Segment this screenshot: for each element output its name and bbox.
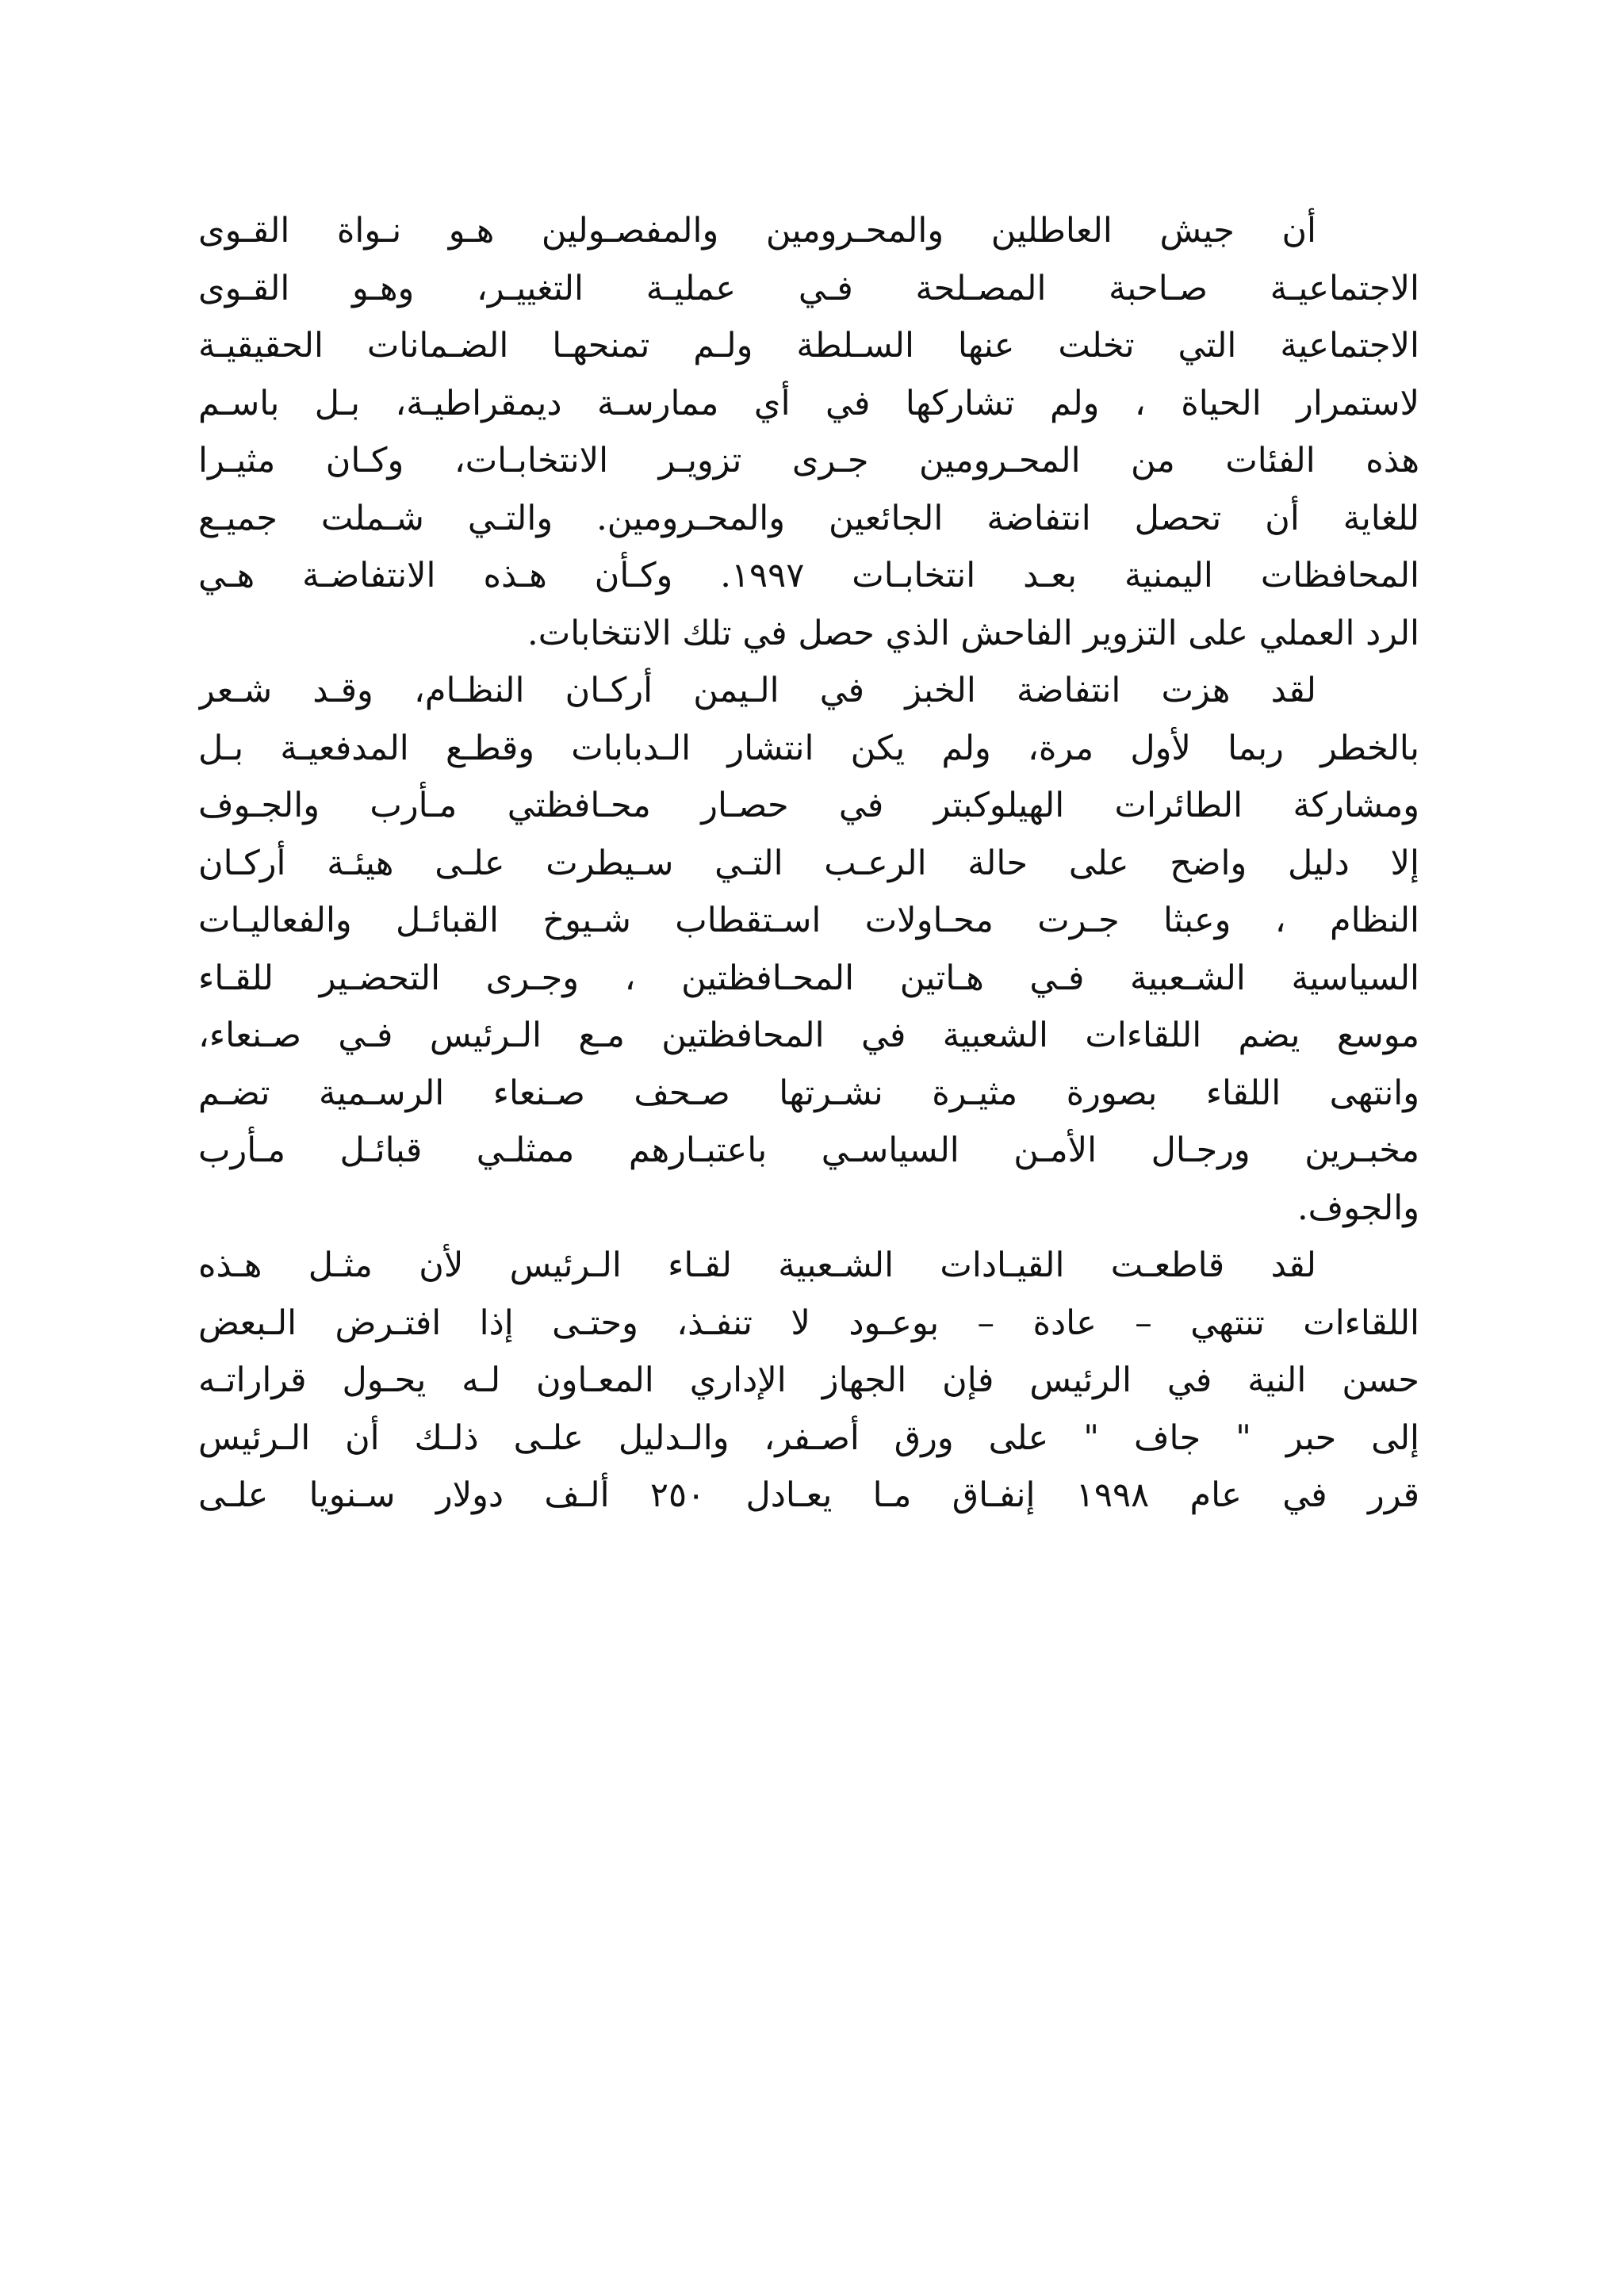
text-line: إلى حبر " جاف " على ورق أصـفر، والـدليل علـى ذلـك أن الـرئيس [198,1418,1419,1458]
text-line: موسع يضم اللقاءات الشعبية في المحافظتين مـع الـرئيس فـي صـنعاء، [198,1016,1419,1055]
text-line: قرر في عام ١٩٩٨ إنفـاق مـا يعـادل ٢٥٠ ألـف دولار سـنويا علـى [198,1475,1419,1515]
text-line: ومشاركة الطائرات الهيلوكبتر في حصـار محـافظتي مـأرب والجـوف [198,786,1419,825]
document-body [198,202,1419,1525]
text-line: اللقاءات تنتهي – عادة – بوعـود لا تنفـذ، وحتـى إذا افتـرض الـبعض [198,1303,1419,1343]
text-line: بالخطر ربما لأول مرة، ولم يكن انتشار الـدبابات وقطـع المدفعيـة بـل [198,728,1419,768]
text-line: لاستمرار الحياة ، ولم تشاركها في أي ممارسـة ديمقراطيـة، بـل باسـم [198,383,1419,423]
text-line: حسن النية في الرئيس فإن الجهاز الإداري المعـاون لـه يحـول قراراتـه [198,1360,1419,1400]
text-line: السياسية الشـعبية فـي هـاتين المحـافظتين ، وجـرى التحضـير للقـاء [198,958,1419,998]
text-line: الرد العملي على التزوير الفاحش الذي حصل في تلك الانتخابات. [527,613,1419,653]
text-line: الاجتماعيـة صـاحبة المصـلحة فـي عمليـة التغييـر، وهـو القـوى [198,268,1419,308]
text-line: هذه الفئات من المحـرومين جـرى تزويـر الانتخابـات، وكـان مثيـرا [198,441,1419,480]
text-line: النظام ، وعبثا جـرت محـاولات اسـتقطاب شـيوخ القبائـل والفعاليـات [198,901,1419,940]
text-line: إلا دليل واضح على حالة الرعـب التـي سـيطرت علـى هيئـة أركـان [198,843,1419,883]
text-line: والجوف. [1297,1188,1419,1228]
text-line: الاجتماعية التي تخلت عنها السـلطة ولـم تمنحهـا الضـمانات الحقيقيـة [198,326,1419,365]
paragraph-3 [198,1237,1419,1525]
text-line: للغاية أن تحصل انتفاضة الجائعين والمحـرومين. والتـي شـملت جميـع [198,498,1419,538]
text-line: لقد هزت انتفاضة الخبز في الـيمن أركـان النظـام، وقـد شـعر [198,671,1316,710]
paragraph-1 [198,202,1419,662]
text-line: المحافظات اليمنية بعـد انتخابـات ١٩٩٧. وكـأن هـذه الانتفاضـة هـي [198,556,1419,595]
text-line: لقد قاطعـت القيـادات الشـعبية لقـاء الـرئيس لأن مثـل هـذه [198,1246,1316,1285]
text-line: وانتهى اللقاء بصورة مثيـرة نشـرتها صـحف صـنعاء الرسـمية تضـم [198,1073,1419,1113]
paragraph-2 [198,662,1419,1237]
text-line: أن جيش العاطلين والمحـرومين والمفصـولين هـو نـواة القـوى [198,211,1316,251]
text-line: مخبـرين ورجـال الأمـن السياسـي باعتبـارهم ممثلـي قبائـل مـأرب [198,1131,1419,1170]
